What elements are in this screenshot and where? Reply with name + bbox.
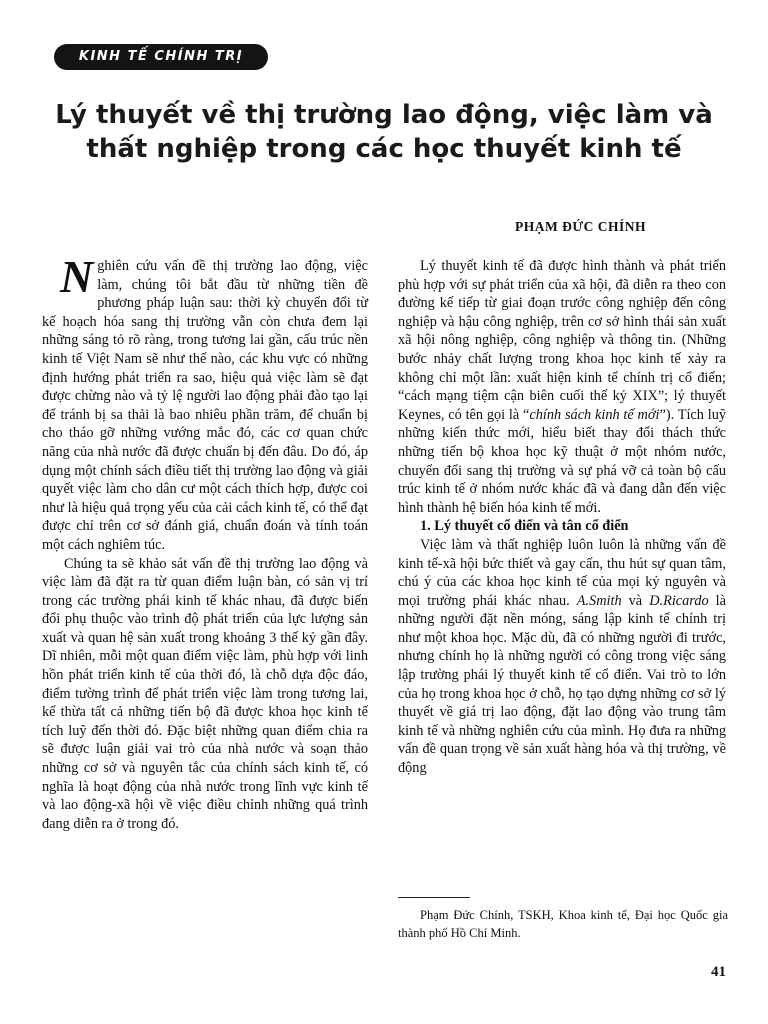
dropcap-letter: N: [60, 251, 94, 302]
name-smith: A.Smith: [576, 592, 622, 609]
author-footnote: Phạm Đức Chính, TSKH, Khoa kinh tế, Đại học Quốc gia thành phố Hồ Chí Minh.: [398, 908, 728, 940]
paragraph-survey: Chúng ta sẽ khảo sát vấn đề thị trường lao động và việc làm đã đặt ra từ quan điểm luận bàn, có sản vị trí trong các trường phái kinh tế khác nhau, đã được biến đổi phụ thuộc vào trình độ phát triển của lực lượng sản xuất và quan hệ sản xuất trong khoảng 3 thế kỷ gần đây. Dĩ nhiên, mỗi một quan điểm việc làm, phù hợp với linh hồn phát triển kinh tế của thời đó, là chỗ dựa độc đáo, điểm tường trình để phát triển việc làm trong tương lai, kế thừa tất cả những tiến bộ đã được khoa học kinh tế tích luỹ đến thời đó. Đặc biệt những quan điểm chia ra sẽ được luận giải vai trò của nhà nước và soạn thảo những cơ sở và nguyên tắc của chính sách kinh tế, có nghĩa là hoạt động của nhà nước trong lĩnh vực kinh tế và lao động-xã hội về việc điều chỉnh những quá trình đang diễn ra ở trong đó.: [42, 555, 368, 832]
intro-text: ghiên cứu vấn đề thị trường lao động, việc làm, chúng tôi bắt đầu từ những tiền đề phương pháp luận sau: thời kỳ chuyển đổi từ kế hoạch hóa sang thị trường vẫn còn chưa đem lại những sáng tỏ rõ ràng, trong tương lai gần, cấu trúc nền kinh tế Việt Nam sẽ như thế nào, các khu vực có những định hướng phát triển ra sao, hiệu quả việc làm sẽ đạt được chừng nào và tỷ lệ người lao động phải đào tạo lại để tránh bị sa thải là bao nhiêu phần trăm, để chuẩn bị cho tháo gỡ những vướng mắc đó, các cơ quan chức năng của nhà nước đã được chuẩn bị đến đâu. Do đó, áp dụng một chính sách điều tiết thị trường lao động và giải quyết việc làm cho dân cư một cách thích hợp, được coi như là hiệu quả trọng yếu của cải cách kinh tế, có thể đạt được chỉ trên cơ sở đánh giá, chuẩn đoán và tính toán một cách nghiêm túc.: [42, 258, 368, 553]
section-banner: [54, 44, 268, 70]
name-ricardo: D.Ricardo: [649, 592, 709, 609]
left-column: [42, 251, 368, 833]
classical-text-b: là những người đặt nền móng, sáng lập kinh tế chính trị như một khoa học. Mặc dù, đã có những người đi trước, nhưng chính họ là những người có công trong việc sáng lập trường phái lý thuyết kinh tế cổ điển. Vai trò to lớn của họ trong khoa học ở chỗ, họ tạo dựng những cơ sở lý thuyết về giá trị lao động, đặt lao động vào trung tâm kinh tế và những nghiên cứu của mình. Họ đưa ra những vấn đề quan trọng về sản xuất hàng hóa và thị trường, về động: [398, 592, 726, 777]
paragraph-theory-development: [398, 257, 726, 517]
section-heading: 1. Lý thuyết cổ điển và tân cổ điển: [420, 518, 629, 535]
page-number: 41: [711, 964, 726, 980]
section-label: KINH TẾ CHÍNH TRỊ: [78, 49, 244, 64]
author-name: PHẠM ĐỨC CHÍNH: [515, 219, 646, 234]
theory-emphasis: chính sách kinh tế mới: [529, 406, 660, 423]
paragraph-classical: [398, 536, 726, 778]
paragraph-intro: [42, 251, 368, 555]
classical-text-a: Việc làm và thất nghiệp luôn luôn là những vấn đề kinh tế-xã hội bức thiết và gay cấn, thu hút sự quan tâm, chú ý của các khoa học kinh tế của mọi kỷ nguyên và mọi trường phái khác nhau.: [398, 536, 726, 609]
article-title: Lý thuyết về thị trường lao động, việc làm và thất nghiệp trong các học thuyết kinh tế: [55, 100, 713, 164]
theory-text-b: ”). Tích luỹ những kiến thức mới, hiểu biết thay đổi thách thức những tiến bộ khoa học kỹ thuật ở một nhóm nước, chuyển đổi sang thị trường và sự phá vỡ cả toàn bộ cấu trúc kinh tế ở nhóm nước khác đã và đang dẫn đến việc hình thành hệ biến hóa kinh tế mới.: [398, 406, 726, 516]
right-column: [398, 257, 726, 778]
conjunction-and: và: [621, 592, 650, 609]
theory-text-a: Lý thuyết kinh tế đã được hình thành và phát triển phù hợp với sự phát triển của xã hội, đã diễn ra theo con đường kế tiếp từ giai đoạn trước công nghiệp đến công nghiệp và hậu công nghiệp, trên cơ sở hình thái sản xuất xã hội nông nghiệp, công nghiệp và thông tin. (Những bước nhảy chất lượng trong khoa học kinh tế xảy ra không chỉ một lần: xuất hiện kinh tế chính trị cổ điển; “cách mạng tiệm cận biên cuối thế kỷ XIX”; lý thuyết Keynes, có tên gọi là “: [398, 258, 726, 423]
footnote-divider: [398, 897, 470, 898]
